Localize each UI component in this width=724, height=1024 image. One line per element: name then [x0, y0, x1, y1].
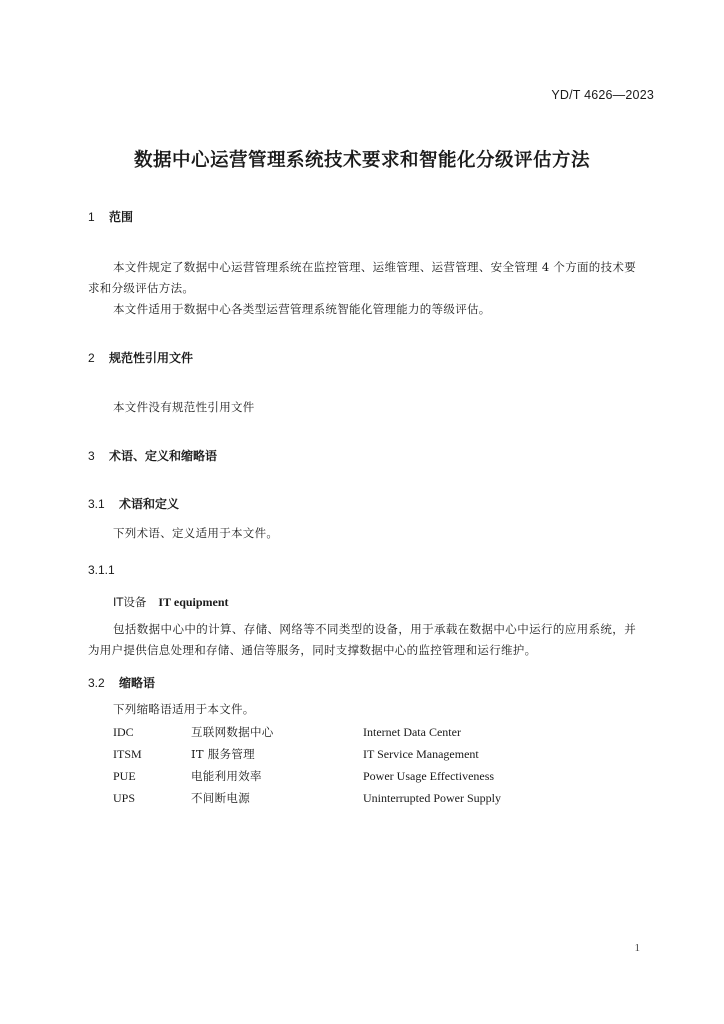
section-number: 2 [88, 351, 95, 365]
abbr-chinese-cell: IT 服务管理 [191, 747, 255, 761]
table-row [113, 721, 501, 743]
abbr-english-cell: Uninterrupted Power Supply [363, 790, 501, 805]
section-number: 3.1 [88, 497, 105, 511]
abbr-cell: IDC [113, 724, 134, 739]
document-title: 数据中心运营管理系统技术要求和智能化分级评估方法 [133, 150, 590, 171]
abbr-english-cell: Power Usage Effectiveness [363, 768, 495, 783]
section-2-paragraph-1: 本文件没有规范性引用文件 [113, 400, 255, 414]
abbr-chinese-cell: 不间断电源 [191, 791, 250, 805]
section-3-2-intro: 下列缩略语适用于本文件。 [113, 702, 255, 716]
section-number: 3.2 [88, 676, 105, 690]
section-number: 3 [88, 449, 95, 463]
term-chinese: IT设备 [113, 595, 147, 609]
abbr-cell: UPS [113, 790, 136, 805]
section-1-paragraph-2: 本文件适用于数据中心各类型运营管理系统智能化管理能力的等级评估。 [113, 302, 491, 316]
abbr-cell: ITSM [113, 746, 142, 761]
table-row [113, 765, 501, 787]
section-2-heading [88, 349, 193, 366]
table-row [113, 743, 501, 765]
abbr-english-cell: IT Service Management [363, 746, 479, 761]
section-title: 范围 [109, 210, 134, 224]
abbr-chinese-cell: 互联网数据中心 [191, 725, 274, 739]
section-title: 规范性引用文件 [109, 351, 194, 365]
table-row [113, 787, 501, 809]
section-title: 术语和定义 [119, 497, 180, 511]
term-english: IT equipment [158, 595, 229, 609]
section-number: 1 [88, 210, 95, 224]
section-3-2-heading [88, 674, 155, 691]
section-1-heading [88, 208, 133, 225]
page-number: 1 [634, 942, 640, 954]
section-1-paragraph-1: 本文件规定了数据中心运营管理系统在监控管理、运维管理、运营管理、安全管理 4 个方面的技术要求和分级评估方法。 [88, 260, 636, 295]
standard-code: YD/T 4626—2023 [551, 88, 654, 102]
section-3-heading [88, 447, 217, 464]
term-entry [113, 594, 229, 610]
section-title: 缩略语 [119, 676, 156, 690]
abbreviation-table [113, 721, 501, 809]
abbr-cell: PUE [113, 768, 136, 783]
abbr-chinese-cell: 电能利用效率 [191, 769, 262, 783]
section-3-1-1-number: 3.1.1 [88, 563, 115, 577]
abbr-english-cell: Internet Data Center [363, 724, 461, 739]
section-3-1-intro: 下列术语、定义适用于本文件。 [113, 526, 279, 540]
term-definition: 包括数据中心中的计算、存储、网络等不同类型的设备，用于承载在数据中心中运行的应用系统，并为用户提供信息处理和存储、通信等服务，同时支撑数据中心的监控管理和运行维护。 [88, 622, 636, 657]
section-title: 术语、定义和缩略语 [109, 449, 218, 463]
section-3-1-heading [88, 495, 179, 512]
